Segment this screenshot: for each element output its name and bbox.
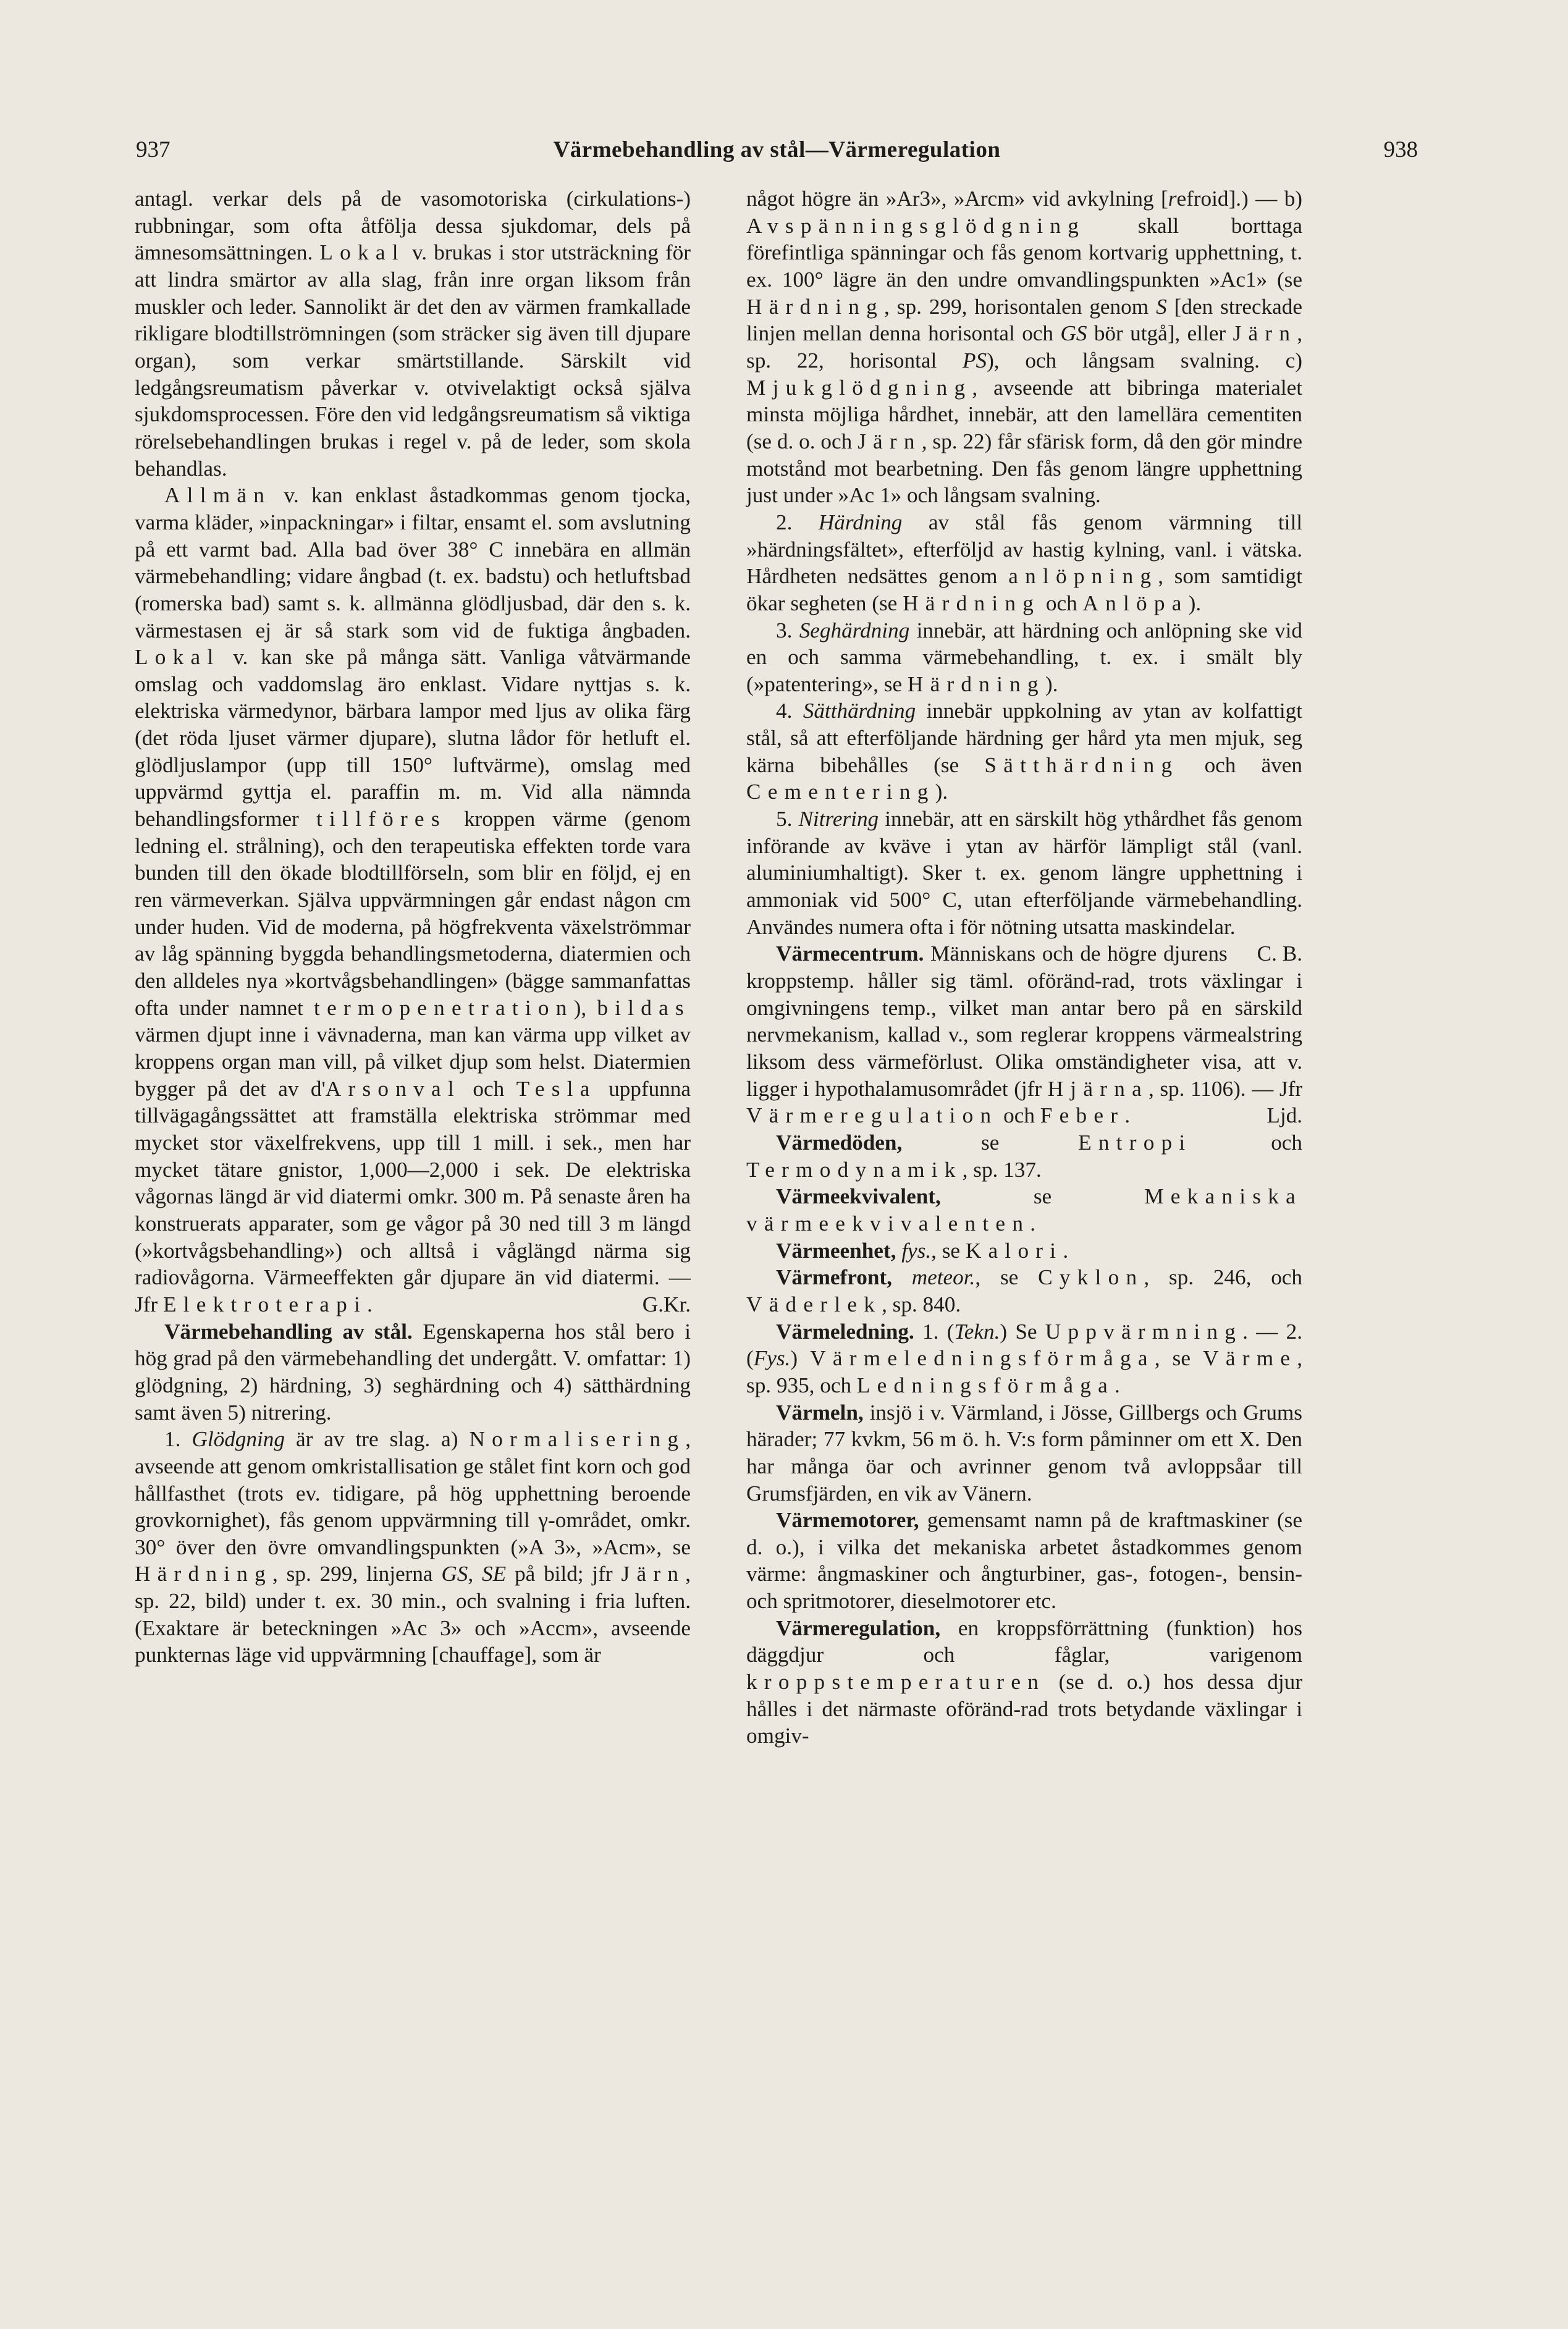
right-column-paragraph: 3. Seghärdning innebär, att härdning och anlöpning ske vid en och samma värmebehandling, t. ex. i smält bly (»patentering», se Härdning). bbox=[746, 618, 1302, 696]
right-column-paragraph: Värmeregulation, en kroppsförrättning (funktion) hos däggdjur och fåglar, varigenom kroppstemperaturen (se d. o.) hos dessa djur hålles i det närmaste oföränd-rad trots betydande växlingar i omgiv- bbox=[746, 1615, 1302, 1748]
right-column-paragraph: Värmecentrum. Människans och de högre djurens kroppstemp. håller sig täml. oföränd-rad, trots växlingar i omgivningens temp., vilket man antar bero på en särskild nervmekanism, kallad v., som reglerar kroppens värmealstring liksom dess värmeförlust. Olika omständigheter visa, att v. ligger i hypothalamusområdet (jfr Hjärna, sp. 1106). — Jfr Värmeregulation och Feber. Ljd. bbox=[746, 941, 1302, 1128]
right-column-paragraph: Värmefront, meteor., se Cyklon, sp. 246, och Väderlek, sp. 840. bbox=[746, 1265, 1303, 1316]
right-column-paragraph: något högre än »Ar3», »Arcm» vid avkylning [refroid].) — b) Avspänningsglödgning skall borttaga förefintliga spänningar och fås genom kortvarig upphettning, t. ex. 100° lägre än den undre omvandlingspunkten »Ac1» (se Härdning, sp. 299, horisontalen genom S [den streckade linjen mellan denna horisontal och GS bör utgå], eller Järn, sp. 22, horisontal PS), och långsam svalning. c) Mjukglödgning, avseende att bibringa materialet minsta möjliga hårdhet, innebär, att den lamellära cementiten (se d. o. och Järn, sp. 22) får sfärisk form, då den gör mindre motstånd mot bearbetning. Den fås genom längre upphettning just under »Ac 1» och långsam svalning. bbox=[746, 187, 1303, 508]
right-column-paragraph: 5. Nitrering innebär, att en särskilt hög ythårdhet fås genom införande av kväve i ytan av härför lämpligt stål (vanl. aluminiumhaltigt). Sker t. ex. genom längre upphettning i ammoniak vid 500° C, utan efterföljande värmebehandling. Användes numera ofta i för nötning utsatta maskindelar. C. B. bbox=[746, 807, 1302, 966]
left-column-paragraph: 1. Glödgning är av tre slag. a) Normalisering, avseende att genom omkristallisation ge stålet fint korn och god hållfasthet (trots ev. tidigare, på hög upphettning beroende grovkornighet), fås genom uppvärmning till γ-området, omkr. 30° över den övre omvandlingspunkten (»A 3», »Acm», se Härdning, sp. 299, linjerna GS, SE på bild; jfr Järn, sp. 22, bild) under t. ex. 30 min., och svalning i fria luften. (Exaktare är beteckningen »Ac 3» och »Accm», avseende punkternas läge vid uppvärmning [chauffage], som är bbox=[135, 1427, 691, 1667]
right-column-paragraph: Värmeledning. 1. (Tekn.) Se Uppvärmning. — 2. (Fys.) Värmeledningsförmåga, se Värme, sp. 935, och Ledningsförmåga. bbox=[746, 1319, 1303, 1397]
right-column bbox=[746, 185, 1302, 1750]
right-column-paragraph: Värmeenhet, fys., se Kalori. bbox=[776, 1238, 1069, 1263]
right-column-paragraph: 4. Sätthärdning innebär uppkolning av ytan av kolfattigt stål, så att efterföljande härdning ger hård yta men mjuk, seg kärna bibehålles (se Sätthärdning och även Cementering). bbox=[746, 699, 1303, 804]
left-column-paragraph: Värmebehandling av stål. Egenskaperna hos stål bero i hög grad på den värmebehandling det undergått. V. omfattar: 1) glödgning, 2) härdning, 3) seghärdning och 4) sätthärdning samt även 5) nitrering. bbox=[135, 1319, 691, 1425]
right-column-paragraph: 2. Härdning av stål fås genom värmning till »härdningsfältet», efterföljd av hastig kylning, vanl. i vätska. Hårdheten nedsättes genom anlöpning, som samtidigt ökar segheten (se Härdning och Anlöpa). bbox=[746, 510, 1303, 615]
right-column-paragraph: Värmeekvivalent, se Mekaniska värmeekvivalenten. bbox=[746, 1184, 1302, 1236]
right-column-paragraph: Värmedöden, se Entropi och Termodynamik, sp. 137. bbox=[746, 1130, 1303, 1182]
right-column-paragraph: Värmeln, insjö i v. Värmland, i Jösse, Gillbergs och Grums härader; 77 kvkm, 56 m ö. h. V:s form påminner om ett X. Den har många öar och avrinner genom två avloppsåar till Grumsfjärden, en vik av Vänern. bbox=[746, 1400, 1302, 1506]
page-number-left: 937 bbox=[136, 137, 171, 162]
right-column-paragraph: Värmemotorer, gemensamt namn på de kraftmaskiner (se d. o.), i vilka det mekaniska arbetet åstadkommes genom värme: ångmaskiner och ångturbiner, gas-, fotogen-, bensin- och spritmotorer, dieselmotorer etc. bbox=[746, 1508, 1302, 1614]
left-column bbox=[135, 185, 691, 1669]
left-column-paragraph: Allmän v. kan enklast åstadkommas genom tjocka, varma kläder, »inpackningar» i filtar, ensamt el. som avslutning på ett varmt bad. Alla bad över 38° C innebära en allmän värmebehandling; vidare ångbad (t. ex. badstu) och hetluftsbad (romerska bad) samt s. k. allmänna glödljusbad, där den s. k. värmestasen ej är så stark som vid de fuktiga ångbaden. Lokal v. kan ske på många sätt. Vanliga våtvärmande omslag och vaddomslag äro enklast. Vidare nyttjas s. k. elektriska värmedynor, bärbara lampor med ljus av olika färg (det röda ljuset värmer djupare), slutna lådor för hetluft el. glödljuslampor (upp till 150° luftvärme), omslag med uppvärmd gyttja el. paraffin m. m. Vid alla nämnda behandlingsformer tillföres kroppen värme (genom ledning el. strålning), och den terapeutiska effekten torde vara bunden till den ökade blodtillförseln, som blir en följd, ej en ren värmeverkan. Själva uppvärmningen går endast någon cm under huden. Vid de moderna, på högfrekventa växelströmmar av låg spänning byggda behandlingsmetoderna, diatermien och den alldeles nya »kortvågsbehandlingen» (bägge sammanfattas ofta under namnet termopenetration), bildas värmen djupt inne i vävnaderna, man kan värma upp vilket av kroppens organ man vill, på vilket djup som helst. Diatermien bygger på det av d'Arsonval och Tesla uppfunna tillvägagångssättet att framställa elektriska strömmar med mycket stor växelfrekvens, upp till 1 mill. i sek., men har mycket tätare gnistor, 1,000—2,000 i sek. De elektriska vågornas längd är vid diatermi omkr. 300 m. På senaste åren ha konstruerats apparater, som ge vågor på 30 ned till 3 m längd (»kortvågsbehandling») och alltså i våglängd närma sig radiovågorna. Värmeeffekten går djupare än vid diatermi. — Jfr Elektroterapi. G.Kr. bbox=[135, 483, 691, 1316]
page-header bbox=[136, 128, 1418, 172]
page-number-right: 938 bbox=[1383, 137, 1418, 162]
left-column-paragraph: antagl. verkar dels på de vasomotoriska (cirkulations-) rubbningar, som ofta åtfölja dessa sjukdomar, dels på ämnesomsättningen. Lokal v. brukas i stor utsträckning för att lindra smärtor av alla slag, från inre organ liksom från muskler och leder. Sannolikt är det den av värmen framkallade rikligare blodtillströmningen (som sträcker sig även till djupare organ), som verkar smärtstillande. Särskilt vid ledgångsreumatism påverkar v. otvivelaktigt också själva sjukdomsprocessen. Före den vid ledgångsreumatism så viktiga rörelsebehandlingen brukas i regel v. på de leder, som skola behandlas. bbox=[135, 187, 691, 481]
running-title: Värmebehandling av stål—Värmeregulation bbox=[553, 137, 1001, 162]
